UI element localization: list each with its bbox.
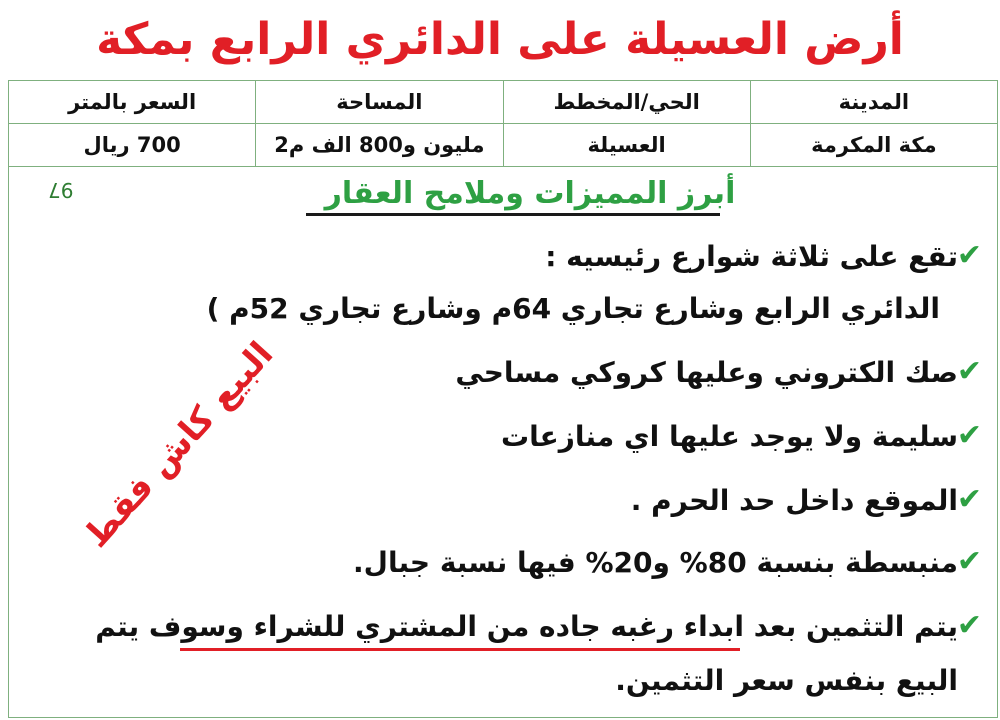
feature-item-terrain: منبسطة بنسبة 80% و20% فيها نسبة جبال. xyxy=(353,546,958,579)
check-icon: ✔ xyxy=(956,482,982,517)
feature-item-valuation-continuation: البيع بنفس سعر التثمين. xyxy=(615,664,958,697)
feature-item-streets-detail: الدائري الرابع وشارع تجاري 64م وشارع تجاري 52م ) xyxy=(206,292,940,325)
header-price: السعر بالمتر xyxy=(9,81,256,124)
check-icon: ✔ xyxy=(956,544,982,579)
value-price: 700 ريال xyxy=(9,124,256,167)
features-heading: أبرز المميزات وملامح العقار xyxy=(324,176,736,211)
property-info-table xyxy=(8,80,998,167)
feature-item-valuation: يتم التثمين بعد ابداء رغبه جاده من المشتري للشراء وسوف يتم xyxy=(95,610,958,643)
valuation-underline xyxy=(180,648,740,651)
check-icon: ✔ xyxy=(956,354,982,389)
feature-item-streets: تقع على ثلاثة شوارع رئيسيه : xyxy=(545,240,958,273)
page-number: 97 xyxy=(48,178,74,202)
feature-item-location: الموقع داخل حد الحرم . xyxy=(630,484,958,517)
check-icon: ✔ xyxy=(956,418,982,453)
cash-only-stamp: البيع كاش فقط xyxy=(76,334,282,556)
table-value-row xyxy=(9,124,998,167)
check-icon: ✔ xyxy=(956,608,982,643)
header-district: الحي/المخطط xyxy=(503,81,750,124)
header-city: المدينة xyxy=(750,81,997,124)
heading-underline xyxy=(306,213,720,216)
value-area: مليون و800 الف م2 xyxy=(256,124,503,167)
check-icon: ✔ xyxy=(956,238,982,273)
value-district: العسيلة xyxy=(503,124,750,167)
value-city: مكة المكرمة xyxy=(750,124,997,167)
feature-item-deed: صك الكتروني وعليها كروكي مساحي xyxy=(455,356,958,389)
feature-item-disputes: سليمة ولا يوجد عليها اي منازعات xyxy=(501,420,958,453)
page-title: أرض العسيلة على الدائري الرابع بمكة xyxy=(96,14,904,65)
table-header-row xyxy=(9,81,998,124)
header-area: المساحة xyxy=(256,81,503,124)
